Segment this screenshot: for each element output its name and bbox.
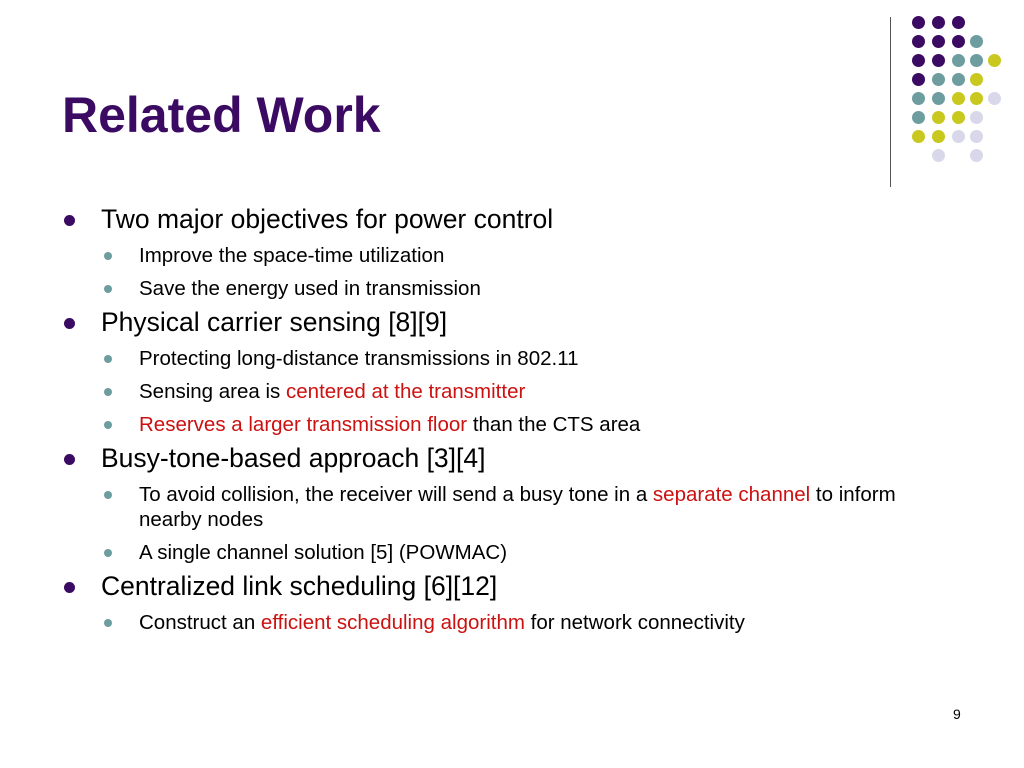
decor-dot: [970, 92, 983, 105]
decor-dot: [970, 111, 983, 124]
bullet-item: Two major objectives for power control: [62, 203, 942, 235]
sub-bullet-text: than the CTS area: [467, 413, 641, 436]
decor-dot: [912, 35, 925, 48]
decor-dot: [932, 149, 945, 162]
sub-bullet-text: Construct an: [139, 611, 261, 634]
decor-dot: [952, 92, 965, 105]
bullet-list: [62, 198, 942, 635]
decor-dot: [932, 111, 945, 124]
bullet-item: Centralized link scheduling [6][12]: [62, 570, 942, 602]
sub-bullet-item: [62, 482, 899, 532]
decor-dot: [952, 35, 965, 48]
decor-dot: [912, 92, 925, 105]
decor-dot: [912, 54, 925, 67]
sub-bullet-item: Improve the space-time utilization: [62, 243, 899, 268]
decor-dot: [912, 130, 925, 143]
highlighted-text: centered at the transmitter: [286, 380, 526, 403]
decor-dot: [970, 149, 983, 162]
decor-dot: [970, 73, 983, 86]
decor-dot: [912, 16, 925, 29]
decor-dot: [952, 54, 965, 67]
decor-dot: [952, 16, 965, 29]
slide-title: Related Work: [62, 87, 381, 143]
bullet-item: Physical carrier sensing [8][9]: [62, 306, 942, 338]
page-number: 9: [953, 706, 961, 722]
decor-dot: [912, 111, 925, 124]
decor-dot: [952, 130, 965, 143]
sub-bullet-text: for network connectivity: [524, 611, 745, 634]
decor-dot: [952, 73, 965, 86]
decor-dot: [970, 130, 983, 143]
decor-dot: [932, 130, 945, 143]
decor-dot: [932, 16, 945, 29]
decor-dot: [988, 92, 1001, 105]
highlighted-text: Reserves a larger transmission floor: [139, 413, 468, 436]
bullet-item: Busy-tone-based approach [3][4]: [62, 442, 942, 474]
decor-dot: [952, 111, 965, 124]
header-divider: [890, 17, 891, 187]
sub-bullet-text: Sensing area is: [139, 380, 287, 403]
sub-bullet-text: to inform nearby nodes: [139, 483, 896, 531]
highlighted-text: efficient scheduling algorithm: [260, 611, 525, 634]
decor-dot: [970, 35, 983, 48]
sub-bullet-item: Save the energy used in transmission: [62, 276, 899, 301]
decor-dot: [932, 92, 945, 105]
highlighted-text: separate channel: [652, 483, 811, 506]
sub-bullet-item: [62, 610, 899, 635]
sub-bullet-text: To avoid collision, the receiver will send a busy tone in a: [139, 483, 653, 506]
decor-dot: [988, 54, 1001, 67]
decor-dot: [932, 35, 945, 48]
sub-bullet-item: Protecting long-distance transmissions in 802.11: [62, 346, 899, 371]
sub-bullet-item: [62, 379, 899, 404]
sub-bullet-item: [62, 412, 899, 437]
decor-dot: [932, 73, 945, 86]
decor-dot: [970, 54, 983, 67]
decor-dot: [932, 54, 945, 67]
decor-dot: [912, 73, 925, 86]
sub-bullet-item: A single channel solution [5] (POWMAC): [62, 540, 899, 565]
